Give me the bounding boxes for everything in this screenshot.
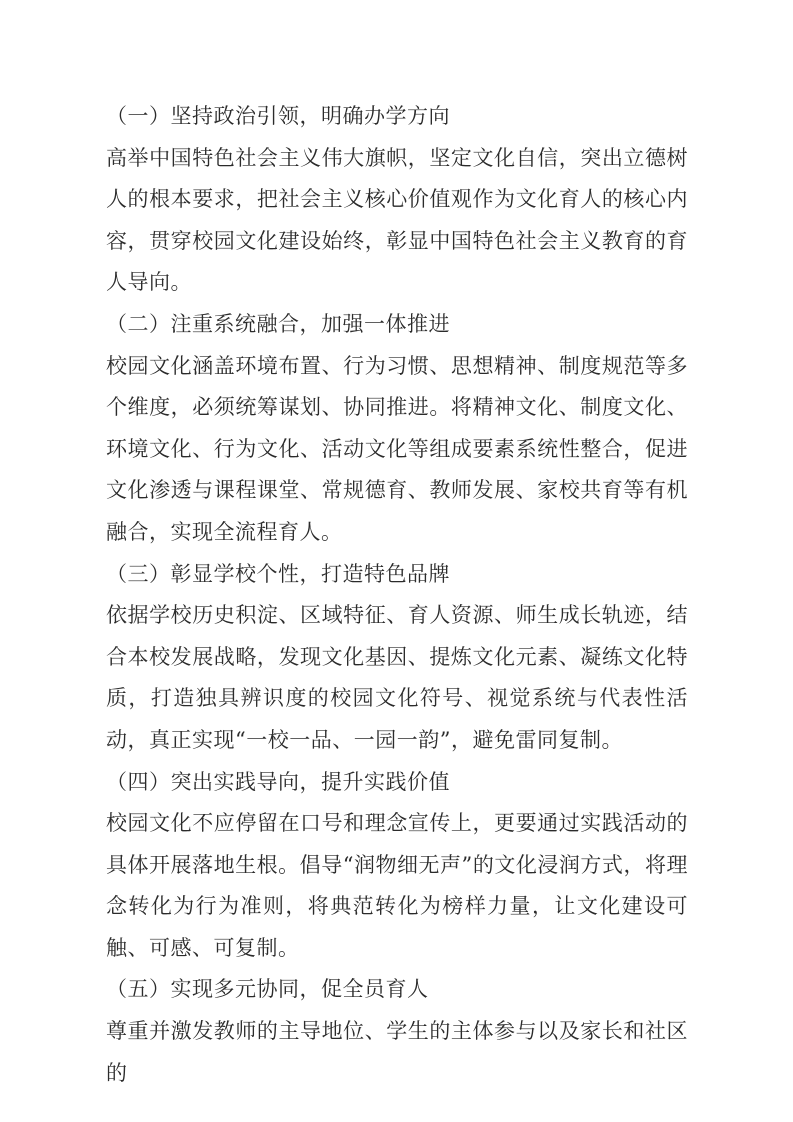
section-1 [106,96,688,304]
section-1-paragraph: 高举中国特色社会主义伟大旗帜，坚定文化自信，突出立德树人的根本要求，把社会主义核心价值观作为文化育人的核心内容，贯穿校园文化建设始终，彰显中国特色社会主义教育的育人导向。 [106,145,688,295]
section-3 [106,554,688,762]
section-2 [106,304,688,554]
section-3-paragraph: 依据学校历史积淀、区域特征、育人资源、师生成长轨迹，结合本校发展战略，发现文化基因、提炼文化元素、凝练文化特质，打造独具辨识度的校园文化符号、视觉系统与代表性活动，真正实现“一校一品、一园一韵”，避免雷同复制。 [106,603,688,752]
section-5-heading: （五）实现多元协同，促全员育人 [106,977,429,1002]
document-content [106,96,688,1094]
section-4-heading: （四）突出实践导向，提升实践价值 [106,769,450,794]
section-1-heading: （一）坚持政治引领，明确办学方向 [106,104,450,128]
section-4 [106,762,688,970]
section-3-heading: （三）彰显学校个性，打造特色品牌 [106,561,450,586]
section-5 [106,969,688,1094]
section-5-paragraph: 尊重并激发教师的主导地位、学生的主体参与以及家长和社区的 [106,1019,688,1085]
section-2-paragraph: 校园文化涵盖环境布置、行为习惯、思想精神、制度规范等多个维度，必须统筹谋划、协同推进。将精神文化、制度文化、环境文化、行为文化、活动文化等组成要素系统性整合，促进文化渗透与课程课堂、常规德育、教师发展、家校共育等有机融合，实现全流程育人。 [106,353,688,544]
section-4-paragraph: 校园文化不应停留在口号和理念宣传上，更要通过实践活动的具体开展落地生根。倡导“润物细无声”的文化浸润方式，将理念转化为行为准则，将典范转化为榜样力量，让文化建设可触、可感、可复制。 [106,811,688,960]
section-2-heading: （二）注重系统融合，加强一体推进 [106,311,450,336]
